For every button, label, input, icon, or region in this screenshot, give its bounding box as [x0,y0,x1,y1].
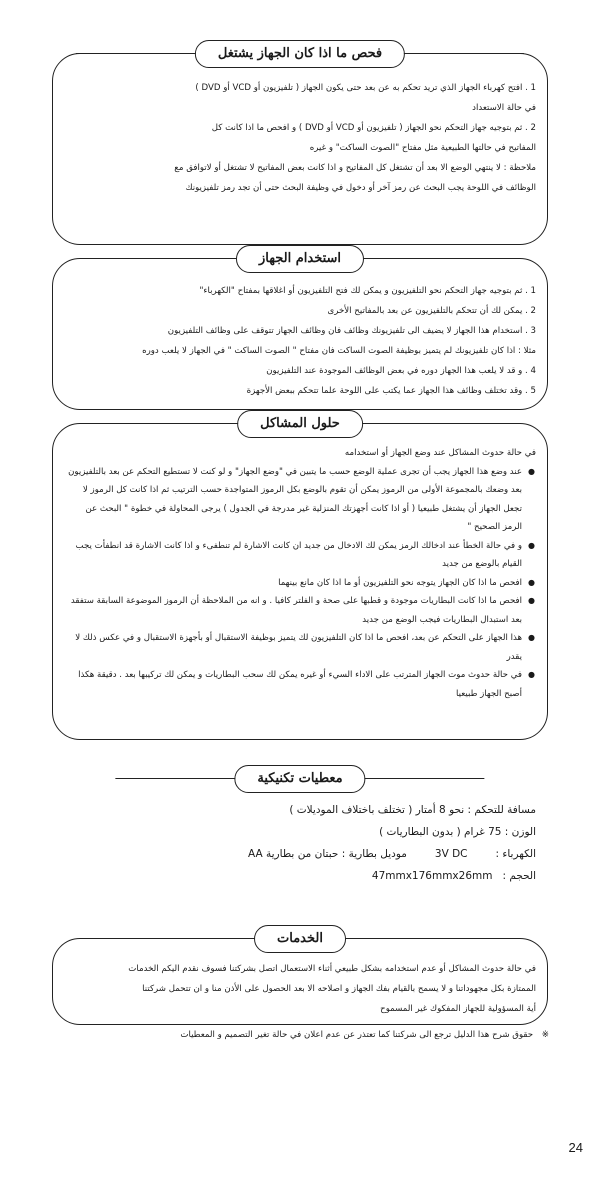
spec-weight: الوزن : 75 غرام ( بدون البطاريات ) [379,826,536,838]
spec-battery: موديل بطارية : حبتان من بطارية AA [247,848,407,860]
footnote-text: حقوق شرح هذا الدليل ترجع الى شركتنا كما تعتذر عن عدم اعلان في حالة تغير التصميم و المعطيات [180,1030,534,1040]
list-item: ● افحص ما اذا كانت البطاريات موجودة و قطبها على صحة و الفلتر كافيا . و انه من الملاحظة أن الرموز الموضوعة السابقة ستفقد بعد استبدال البطاريات فيجب الوضع من جديد [64,592,522,629]
spec-power-row [64,843,536,865]
text-line: 2 . ثم بتوجيه جهاز التحكم نحو الجهاز ( تلفيزيون أو VCD أو DVD ) و افحص ما اذا كانت كل [211,123,536,133]
text-line: في حالة الاستعداد [472,103,536,113]
section-content [64,959,536,1019]
section-title: الخدمات [254,925,346,953]
text-line: ملاحظة : لا ينتهي الوضع الا بعد أن تشتغل كل المفاتيح و اذا كانت بعض المفاتيح لا تشتغل أو لاتوافق مع [174,163,536,173]
troubleshoot-list [64,463,536,704]
section-specs [52,765,548,895]
intro-text: في حالة حدوث المشاكل عند وضع الجهاز أو استخدامه [344,448,536,458]
section-title: استخدام الجهاز [236,245,364,273]
list-item: ● هذا الجهاز على التحكم عن بعد، افحص ما اذا كان التلفيزيون لك يتميز بوظيفة الاستقبال أو بأجهزة الاستقبال و في عكس ذلك لا يقدر [64,629,522,666]
section-usage [52,245,548,410]
text-line: 1 . افتح كهرباء الجهاز الذي تريد تحكم به عن بعد حتى يكون الجهاز ( تلفيزيون أو VCD أو DVD ) [195,83,536,93]
spec-power-label: الكهرباء : [495,848,536,860]
text-line: 1 . ثم بتوجيه جهاز التحكم نحو التلفيزيون و يمكن لك فتح التلفيزيون أو اغلاقها بمفتاح "الكهرباء" [199,286,536,296]
text-line: المفاتيح في حالتها الطبيعية مثل مفتاح "الصوت الساكت" و غيره [309,143,536,153]
section-troubleshooting [52,410,548,740]
list-item: ● افحص ما اذا كان الجهاز يتوجه نحو التلفيزيون أو ما اذا كان مانع بينهما [64,574,522,593]
text-line: 2 . يمكن لك أن تتحكم بالتلفيزيون عن بعد بالمفاتيح الأخرى [327,306,536,316]
list-item: ● في حالة حدوث موت الجهاز المترتب على الاداء السيء أو غيره يمكن لك سحب البطاريات و يمكن لك تركيبها بعد . دقيقة هكذا أصبح الجهاز طبيعيا [64,666,522,703]
spec-size-label: الحجم : [502,870,536,882]
spec-distance: مسافة للتحكم : نحو 8 أمتار ( تختلف باختلاف الموديلات ) [289,804,536,816]
text-line: 4 . و قد لا يلعب هذا الجهاز دوره في بعض الوظائف الموجودة عند التلفيزيون [266,366,536,376]
spec-size-row [64,865,536,887]
text-line: 3 . استخدام هذا الجهاز لا يضيف الى تلفيزيونك وظائف فان وظائف الجهاز تتوقف على وظائف التلفيزيون [167,326,536,336]
section-check-device [52,40,548,245]
text-line: الوظائف في اللوحة يجب البحث عن رمز آخر أو دخول في وظيفة البحث حتى أن تجد رمز تلفيزيونك [185,183,536,193]
section-title: فحص ما اذا كان الجهاز يشتغل [195,40,405,68]
section-title: حلول المشاكل [237,410,363,438]
list-item: ● عند وضع هذا الجهاز يجب أن تجرى عملية الوضع حسب ما يتبين في "وضع الجهاز" و لو كنت لا تستطيع التحكم عن بعد بالتلفيزيون بعد وضعك بالمجموعة الأولى من الرموز يمكن أن تقوم بالوضع بكل الرموز المتواجدة حسب الترتيب ثم اذا كانت كل الرموز لا تجعل الجهاز أن يشتغل طبيعيا ( أو اذا كانت أجهزتك المنزلية غير مدرجة في الجدول ) يرجى المحاولة في خطوة " البحث عن الرمز الصحيح " [64,463,522,537]
specs-content [64,799,536,887]
text-line: 5 . وقد تختلف وظائف هذا الجهاز عما يكتب على اللوحة علما تتحكم ببعض الأجهزة [246,386,536,396]
section-content [64,444,536,703]
text-line: أية المسؤولية للجهاز المفكوك غير المسموح [380,1004,536,1014]
page-number: 24 [568,1140,583,1155]
section-content [64,78,536,198]
list-item: ● و في حالة الخطأ عند ادخالك الرمز يمكن لك الادخال من جديد ان كانت الاشارة لم تنطفىء و اذا كانت الاشارة قد انطفأت يجب القيام بالوضع من جديد [64,537,522,574]
text-line: مثلا : اذا كان تلفيزيونك لم يتميز بوظيفة الصوت الساكت فان مفتاح " الصوت الساكت " في الجهاز لا يلعب دوره [142,346,536,356]
footnote [70,1030,549,1040]
spec-power-value: 3V DC [434,848,468,860]
section-content [64,281,536,401]
reference-mark-icon: ※ [541,1030,549,1040]
spec-size-value: 47mmx176mmx26mm [371,870,493,882]
section-title: معطيات تكنيكية [234,765,365,793]
section-services [52,925,548,1025]
text-line: في حالة حدوث المشاكل أو عدم استخدامه بشكل طبيعي أثناء الاستعمال اتصل بشركتنا فسوف نقدم اليكم الخدمات [128,964,536,974]
text-line: الممتازة بكل مجهوداتنا و لا يسمح بالقيام بفك الجهاز و اصلاحه الا بعد الحصول على الأذن منا و ان تتحمل شركتنا [142,984,536,994]
